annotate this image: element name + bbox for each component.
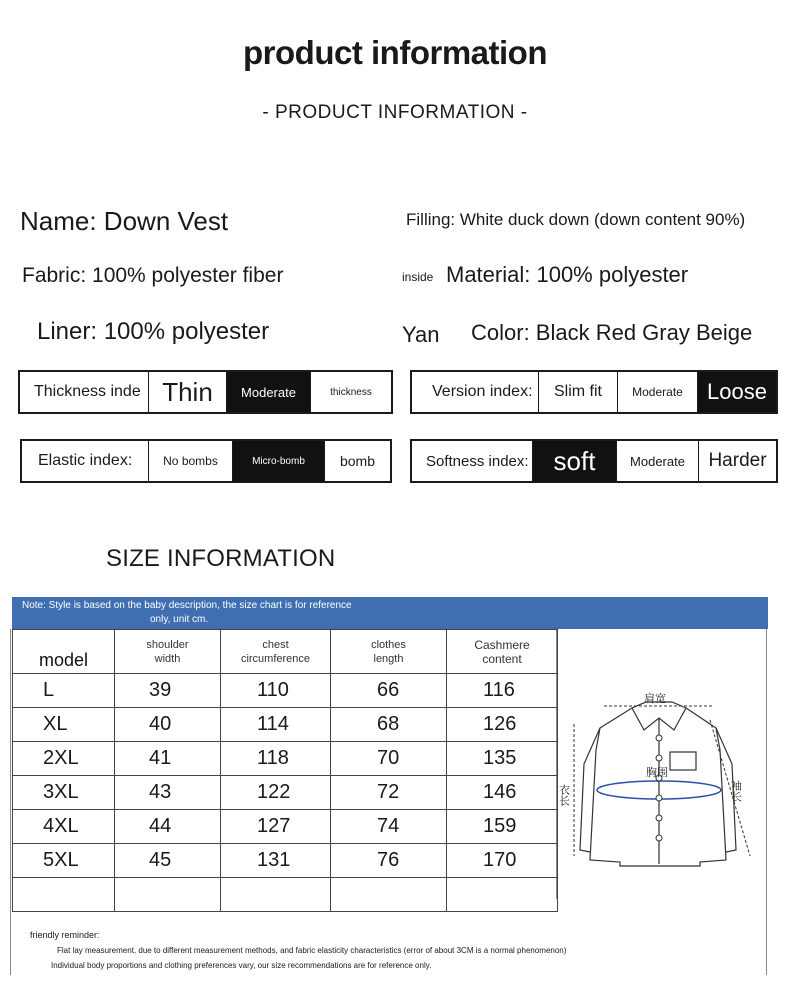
version-option-moderate: Moderate — [617, 372, 697, 412]
page-subtitle: - PRODUCT INFORMATION - — [262, 102, 528, 123]
thickness-option-thin: Thin — [148, 372, 226, 412]
cell-shoulder: 41 — [115, 742, 221, 776]
cell-chest: 110 — [221, 674, 331, 708]
elastic-option-micro-bomb: Micro-bomb — [232, 441, 324, 481]
cell-chest: 122 — [221, 776, 331, 810]
cell-shoulder: 43 — [115, 776, 221, 810]
cell-shoulder: 45 — [115, 844, 221, 878]
reminder-line1: Flat lay measurement, due to different measurement methods, and fabric elasticity characteristics (error of about 3CM is a normal phenomenon) — [57, 946, 567, 955]
col-cashmere-line2: content — [482, 651, 522, 666]
size-note-bar — [12, 597, 768, 629]
spec-color: Color: Black Red Gray Beige — [471, 320, 753, 345]
softness-option-moderate: Moderate — [616, 441, 698, 481]
col-length — [331, 630, 447, 674]
softness-option-soft: soft — [532, 441, 616, 481]
cell-chest: 118 — [221, 742, 331, 776]
elastic-index-label: Elastic index: — [38, 452, 133, 469]
cell-model: 4XL — [13, 810, 115, 844]
cell-chest: 131 — [221, 844, 331, 878]
spec-name: Name: Down Vest — [20, 206, 229, 236]
cell-model: 3XL — [13, 776, 115, 810]
version-index-row — [410, 370, 778, 414]
size-table-header — [13, 630, 558, 674]
size-note-line2: only, unit cm. — [150, 614, 209, 625]
table-row — [13, 776, 558, 810]
spec-liner: Liner: 100% polyester — [37, 318, 270, 345]
cell-model: 5XL — [13, 844, 115, 878]
cell-cashmere: 146 — [447, 776, 558, 810]
cell-length: 76 — [331, 844, 447, 878]
cell-chest: 114 — [221, 708, 331, 742]
size-table — [12, 629, 558, 912]
cell-empty — [447, 878, 558, 912]
cell-length: 74 — [331, 810, 447, 844]
col-length-line2: length — [373, 652, 404, 665]
spec-yan-tag: Yan — [402, 322, 440, 347]
cell-chest: 127 — [221, 810, 331, 844]
cell-cashmere: 159 — [447, 810, 558, 844]
reminder-line2: Individual body proportions and clothing preferences vary, our size recommendations are for reference only. — [51, 961, 432, 970]
col-shoulder — [115, 630, 221, 674]
version-index-label: Version index: — [432, 383, 533, 400]
page-title: product information — [243, 34, 547, 71]
table-row-empty — [13, 878, 558, 912]
spec-fabric: Fabric: 100% polyester fiber — [22, 264, 284, 287]
shoulder-diagram-label: 肩宽 — [644, 692, 666, 705]
col-chest-line2: circumference — [240, 652, 311, 665]
cell-length: 66 — [331, 674, 447, 708]
sleeve-diagram-label: 袖长 — [729, 780, 743, 802]
table-row — [13, 742, 558, 776]
cell-length: 68 — [331, 708, 447, 742]
softness-index-row — [410, 439, 778, 483]
table-row — [13, 810, 558, 844]
cell-shoulder: 40 — [115, 708, 221, 742]
cell-empty — [115, 878, 221, 912]
table-row — [13, 674, 558, 708]
table-row — [13, 708, 558, 742]
spec-filling: Filling: White duck down (down content 90%) — [406, 210, 746, 229]
elastic-option-bomb: bomb — [324, 441, 390, 481]
cell-model: XL — [13, 708, 115, 742]
thickness-index-label: Thickness inde — [34, 383, 141, 400]
thickness-option-thickness: thickness — [310, 372, 391, 412]
cell-cashmere: 170 — [447, 844, 558, 878]
cell-empty — [331, 878, 447, 912]
version-option-loose: Loose — [697, 372, 776, 412]
cell-empty — [13, 878, 115, 912]
cell-cashmere: 135 — [447, 742, 558, 776]
cell-empty — [221, 878, 331, 912]
cell-model: 2XL — [13, 742, 115, 776]
col-model: model — [13, 630, 115, 674]
cell-shoulder: 44 — [115, 810, 221, 844]
thickness-option-moderate: Moderate — [226, 372, 310, 412]
spec-inside-tag: inside — [402, 270, 434, 284]
col-cashmere-line1: Cashmere — [474, 637, 530, 652]
cell-cashmere: 116 — [447, 674, 558, 708]
cell-shoulder: 39 — [115, 674, 221, 708]
thickness-index-row — [18, 370, 393, 414]
jacket-body-outline — [590, 708, 726, 866]
reminder-title: friendly reminder: — [30, 930, 100, 940]
size-heading: SIZE INFORMATION — [106, 545, 336, 572]
elastic-option-no-bombs: No bombs — [148, 441, 232, 481]
length-diagram-label: 衣长 — [557, 784, 571, 806]
col-cashmere — [447, 630, 558, 674]
version-option-slim-fit: Slim fit — [538, 372, 617, 412]
col-shoulder-line2: width — [154, 652, 181, 665]
cell-length: 72 — [331, 776, 447, 810]
cell-model: L — [13, 674, 115, 708]
cell-cashmere: 126 — [447, 708, 558, 742]
elastic-index-row — [20, 439, 392, 483]
cell-length: 70 — [331, 742, 447, 776]
col-length-line1: clothes — [371, 638, 406, 651]
softness-option-harder: Harder — [698, 441, 776, 481]
softness-index-label: Softness index: — [426, 452, 529, 470]
table-row — [13, 844, 558, 878]
spec-material: Material: 100% polyester — [446, 262, 689, 287]
col-chest-line1: chest — [262, 638, 289, 651]
jacket-diagram — [557, 680, 760, 880]
col-shoulder-line1: shoulder — [146, 638, 189, 651]
chest-diagram-label: 胸围 — [646, 766, 668, 779]
size-note-line1: Note: Style is based on the baby description, the size chart is for reference — [22, 600, 352, 611]
col-chest — [221, 630, 331, 674]
